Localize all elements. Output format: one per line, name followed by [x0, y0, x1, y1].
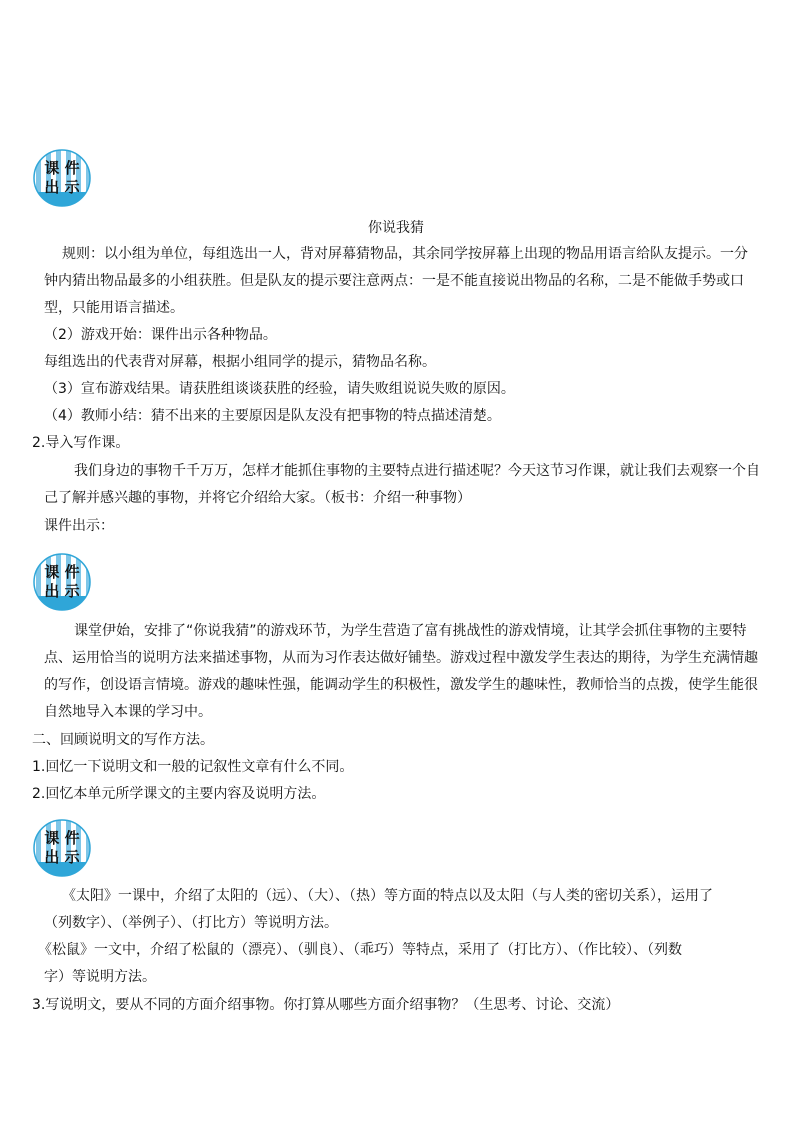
- paragraph-line: 《太阳》一课中，介绍了太阳的（远）、（大）、（热）等方面的特点以及太阳（与人类的密切关系），运用了: [62, 888, 713, 904]
- svg-text:课 件: 课 件: [44, 829, 80, 847]
- svg-text:课 件: 课 件: [44, 563, 80, 581]
- courseware-badge-1: [32, 148, 92, 208]
- paragraph-line: （2）游戏开始：课件出示各种物品。: [44, 327, 277, 343]
- paragraph-line: 自然地导入本课的学习中。: [44, 704, 212, 720]
- paragraph-line: 3.写说明文，要从不同的方面介绍事物。你打算从哪些方面介绍事物？（生思考、讨论、交流）: [32, 997, 620, 1013]
- svg-text:出 示: 出 示: [44, 848, 80, 866]
- courseware-badge-icon: [32, 552, 92, 612]
- paragraph-line: 点、运用恰当的说明方法来描述事物，从而为习作表达做好铺垫。游戏过程中激发学生表达的期待，为学生充满情趣: [44, 650, 758, 666]
- paragraph-line: （列数字）、（举例子）、（打比方）等说明方法。: [44, 915, 338, 931]
- courseware-badge-2: [32, 552, 92, 612]
- svg-text:出 示: 出 示: [44, 582, 80, 600]
- paragraph-line: 课堂伊始，安排了“你说我猜”的游戏环节，为学生营造了富有挑战性的游戏情境，让其学会抓住事物的主要特: [74, 623, 747, 639]
- paragraph-line: 规则：以小组为单位，每组选出一人，背对屏幕猜物品，其余同学按屏幕上出现的物品用语言给队友提示。一分: [62, 246, 748, 262]
- paragraph-line: （4）教师小结：猜不出来的主要原因是队友没有把事物的特点描述清楚。: [44, 408, 501, 424]
- courseware-badge-icon: [32, 818, 92, 878]
- svg-text:出 示: 出 示: [44, 178, 80, 196]
- paragraph-line: 己了解并感兴趣的事物，并将它介绍给大家。（板书：介绍一种事物）: [44, 490, 471, 506]
- paragraph-line: 型，只能用语言描述。: [44, 300, 184, 316]
- courseware-badge-icon: [32, 148, 92, 208]
- paragraph-line: 的写作，创设语言情境。游戏的趣味性强，能调动学生的积极性，激发学生的趣味性，教师恰当的点拨，使学生能很: [44, 677, 758, 693]
- paragraph-line: （3）宣布游戏结果。请获胜组谈谈获胜的经验，请失败组说说失败的原因。: [44, 381, 515, 397]
- paragraph-line: 每组选出的代表背对屏幕，根据小组同学的提示，猜物品名称。: [44, 354, 436, 370]
- paragraph-line: 1.回忆一下说明文和一般的记叙性文章有什么不同。: [32, 759, 354, 775]
- paragraph-line: 2.导入写作课。: [32, 435, 130, 451]
- paragraph-line: 二、回顾说明文的写作方法。: [32, 732, 214, 748]
- page-title: 你说我猜: [368, 220, 424, 236]
- svg-text:课 件: 课 件: [44, 159, 80, 177]
- paragraph-line: 2.回忆本单元所学课文的主要内容及说明方法。: [32, 786, 326, 802]
- paragraph-line: 课件出示：: [44, 518, 114, 534]
- paragraph-line: 《松鼠》一文中，介绍了松鼠的（漂亮）、（驯良）、（乖巧）等特点，采用了（打比方）、（作比较）、（列数: [38, 942, 682, 958]
- paragraph-line: 我们身边的事物千千万万，怎样才能抓住事物的主要特点进行描述呢？今天这节习作课，就让我们去观察一个自: [74, 463, 760, 479]
- paragraph-line: 钟内猜出物品最多的小组获胜。但是队友的提示要注意两点：一是不能直接说出物品的名称，二是不能做手势或口: [44, 273, 744, 289]
- paragraph-line: 字）等说明方法。: [44, 969, 156, 985]
- courseware-badge-3: [32, 818, 92, 878]
